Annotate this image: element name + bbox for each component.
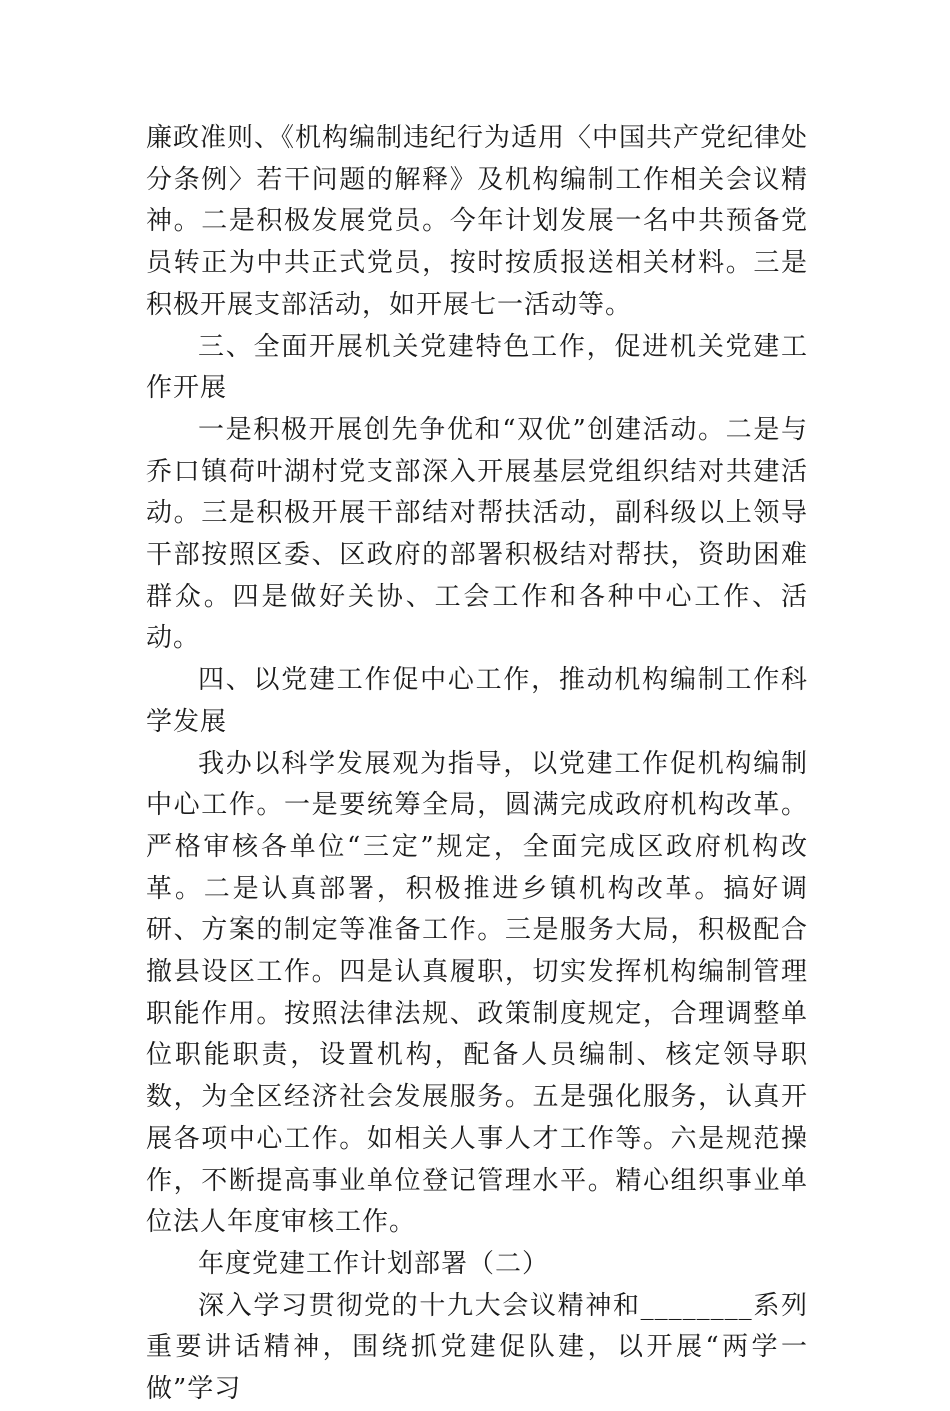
section-heading-four: 四、以党建工作促中心工作，推动机构编制工作科学发展 — [146, 665, 808, 737]
paragraph-section-three-body: 一是积极开展创先争优和“双优”创建活动。二是与乔口镇荷叶湖村党支部深入开展基层党组织结对共建活动。三是积极开展干部结对帮扶活动，副科级以上领导干部按照区委、区政府的部署积极结对帮扶，资助困难群众。四是做好关协、工会工作和各种中心工作、活动。 — [146, 414, 808, 654]
document-page — [146, 118, 808, 1411]
paragraph-section-four-body: 我办以科学发展观为指导，以党建工作促机构编制中心工作。一是要统筹全局，圆满完成政府机构改革。严格审核各单位“三定”规定，全面完成区政府机构改革。二是认真部署，积极推进乡镇机构改革。搞好调研、方案的制定等准备工作。三是服务大局，积极配合撤县设区工作。四是认真履职，切实发挥机构编制管理职能作用。按照法律法规、政策制度规定，合理调整单位职能职责，设置机构，配备人员编制、核定领导职数，为全区经济社会发展服务。五是强化服务，认真开展各项中心工作。如相关人事人才工作等。六是规范操作，不断提高事业单位登记管理水平。精心组织事业单位法人年度审核工作。 — [146, 748, 808, 1238]
paragraph-part-two-intro: 深入学习贯彻党的十九大会议精神和________系列重要讲话精神，围绕抓党建促队建，以开展“两学一做”学习 — [146, 1290, 808, 1405]
paragraph-continuation: 廉政准则、《机构编制违纪行为适用〈中国共产党纪律处分条例〉若干问题的解释》及机构编制工作相关会议精神。二是积极发展党员。今年计划发展一名中共预备党员转正为中共正式党员，按时按质报送相关材料。三是积极开展支部活动，如开展七一活动等。 — [146, 123, 809, 320]
document-subtitle: 年度党建工作计划部署（二） — [198, 1248, 550, 1279]
section-heading-three: 三、全面开展机关党建特色工作，促进机关党建工作开展 — [146, 331, 808, 404]
